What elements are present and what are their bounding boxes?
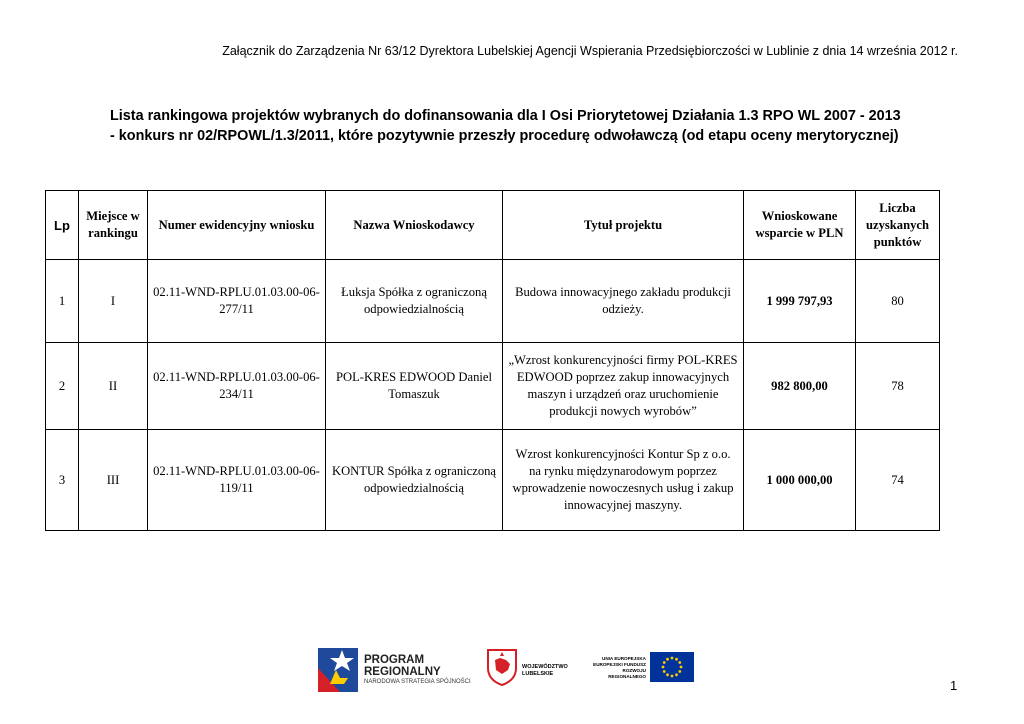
document-title: [110, 106, 970, 146]
cell-miejsce: III: [79, 430, 148, 531]
cell-numer: 02.11-WND-RPLU.01.03.00-06-119/11: [148, 430, 326, 531]
cell-nazwa: Łuksja Spółka z ograniczoną odpowiedzialnością: [326, 260, 503, 343]
cell-wsparcie: 982 800,00: [744, 343, 856, 430]
table-row: [46, 430, 940, 531]
cell-numer: 02.11-WND-RPLU.01.03.00-06-234/11: [148, 343, 326, 430]
cell-punkty: 74: [856, 430, 940, 531]
header-lp: Lp: [46, 191, 79, 260]
footer-logos: [318, 646, 694, 694]
cell-wsparcie: 1 999 797,93: [744, 260, 856, 343]
wojewodztwo-text: [522, 664, 582, 678]
table-row: [46, 260, 940, 343]
ranking-table: [45, 190, 940, 531]
cell-lp: 3: [46, 430, 79, 531]
cell-miejsce: II: [79, 343, 148, 430]
cell-wsparcie: 1 000 000,00: [744, 430, 856, 531]
eu-line-1: UNIA EUROPEJSKA: [602, 656, 646, 661]
table-row: [46, 343, 940, 430]
header-miejsce: Miejsce w rankingu: [79, 191, 148, 260]
page-number: 1: [950, 678, 958, 693]
eu-flag-icon: [650, 652, 694, 682]
header-wsparcie: Wnioskowane wsparcie w PLN: [744, 191, 856, 260]
cell-miejsce: I: [79, 260, 148, 343]
cell-tytul: Wzrost konkurencyjności Kontur Sp z o.o. na rynku międzynarodowym poprzez wprowadzenie nowoczesnych usług i zakup innowacyjnej maszyny.: [503, 430, 744, 531]
cell-nazwa: POL-KRES EDWOOD Daniel Tomaszuk: [326, 343, 503, 430]
eu-line-3: ROZWOJU REGIONALNEGO: [608, 668, 646, 679]
program-line-3: NARODOWA STRATEGIA SPÓJNOŚCI: [364, 679, 471, 685]
header-tytul: Tytuł projektu: [503, 191, 744, 260]
program-line-2: REGIONALNY: [364, 666, 441, 678]
program-regionalny-text: [364, 654, 484, 686]
eu-logo: [584, 652, 694, 692]
attachment-note: Załącznik do Zarządzenia Nr 63/12 Dyrektora Lubelskiej Agencji Wspierania Przedsiębiorczości w Lublinie z dnia 14 września 2012 r.: [222, 44, 958, 58]
cell-numer: 02.11-WND-RPLU.01.03.00-06-277/11: [148, 260, 326, 343]
woj-line-2: LUBELSKIE: [522, 671, 554, 677]
lublin-coat-of-arms-icon: [486, 648, 518, 686]
header-nazwa: Nazwa Wnioskodawcy: [326, 191, 503, 260]
cell-lp: 1: [46, 260, 79, 343]
cell-lp: 2: [46, 343, 79, 430]
cell-nazwa: KONTUR Spółka z ograniczoną odpowiedzialnością: [326, 430, 503, 531]
program-regionalny-logo: [318, 646, 471, 694]
eu-line-2: EUROPEJSKI FUNDUSZ: [593, 662, 646, 667]
wojewodztwo-lubelskie-logo: [486, 648, 586, 692]
cell-tytul: Budowa innowacyjnego zakładu produkcji odzieży.: [503, 260, 744, 343]
title-line-1: Lista rankingowa projektów wybranych do dofinansowania dla I Osi Priorytetowej Działania 1.3 RPO WL 2007 - 2013: [110, 108, 901, 124]
cell-punkty: 78: [856, 343, 940, 430]
cell-tytul: „Wzrost konkurencyjności firmy POL-KRES EDWOOD poprzez zakup innowacyjnych maszyn i urządzeń oraz uruchomienie produkcji nowych wyrobów”: [503, 343, 744, 430]
program-line-1: PROGRAM: [364, 654, 425, 666]
eu-text: [584, 656, 646, 680]
header-numer: Numer ewidencyjny wniosku: [148, 191, 326, 260]
title-line-2: - konkurs nr 02/RPOWL/1.3/2011, które pozytywnie przeszły procedurę odwoławczą (od etapu oceny merytorycznej): [110, 128, 899, 144]
table-header-row: [46, 191, 940, 260]
header-punkty: Liczba uzyskanych punktów: [856, 191, 940, 260]
woj-line-1: WOJEWÓDZTWO: [522, 664, 568, 670]
cell-punkty: 80: [856, 260, 940, 343]
program-regionalny-mark-icon: [318, 648, 358, 692]
